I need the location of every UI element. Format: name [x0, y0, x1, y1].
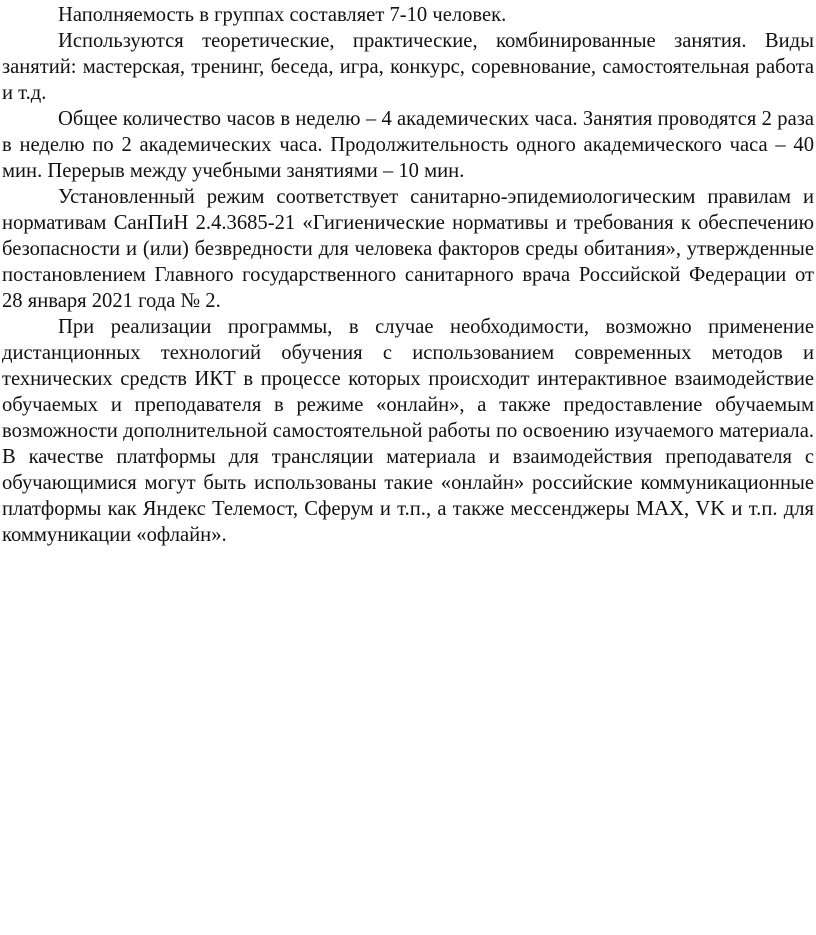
paragraph-weekly-hours: Общее количество часов в неделю – 4 академических часа. Занятия проводятся 2 раза в неделю по 2 академических часа. Продолжительность одного академического часа – 40 мин. Перерыв между учебными занятиями – 10 мин. — [2, 108, 814, 182]
paragraph-sanitary-rules: Установленный режим соответствует санитарно-эпидемиологическим правилам и нормативам СанПиН 2.4.3685-21 «Гигиенические нормативы и требования к обеспечению безопасности и (или) безвредности для человека факторов среды обитания», утвержденные постановлением Главного государственного санитарного врача Российской Федерации от 28 января 2021 года № 2. — [2, 186, 814, 312]
paragraph-distance-learning: При реализации программы, в случае необходимости, возможно применение дистанционных технологий обучения с использованием современных методов и технических средств ИКТ в процессе которых происходит интерактивное взаимодействие обучаемых и преподавателя в режиме «онлайн», а также предоставление обучаемым возможности дополнительной самостоятельной работы по освоению изучаемого материала. В качестве платформы для трансляции материала и взаимодействия преподавателя с обучающимися могут быть использованы такие «онлайн» российские коммуникационные платформы как Яндекс Телемост, Сферум и т.п., а также мессенджеры МАХ, VK и т.п. для коммуникации «офлайн». — [2, 316, 814, 546]
paragraph-group-size: Наполняемость в группах составляет 7-10 человек. — [58, 4, 507, 26]
paragraph-lesson-types: Используются теоретические, практические, комбинированные занятия. Виды занятий: мастерская, тренинг, беседа, игра, конкурс, соревнование, самостоятельная работа и т.д. — [2, 30, 814, 104]
